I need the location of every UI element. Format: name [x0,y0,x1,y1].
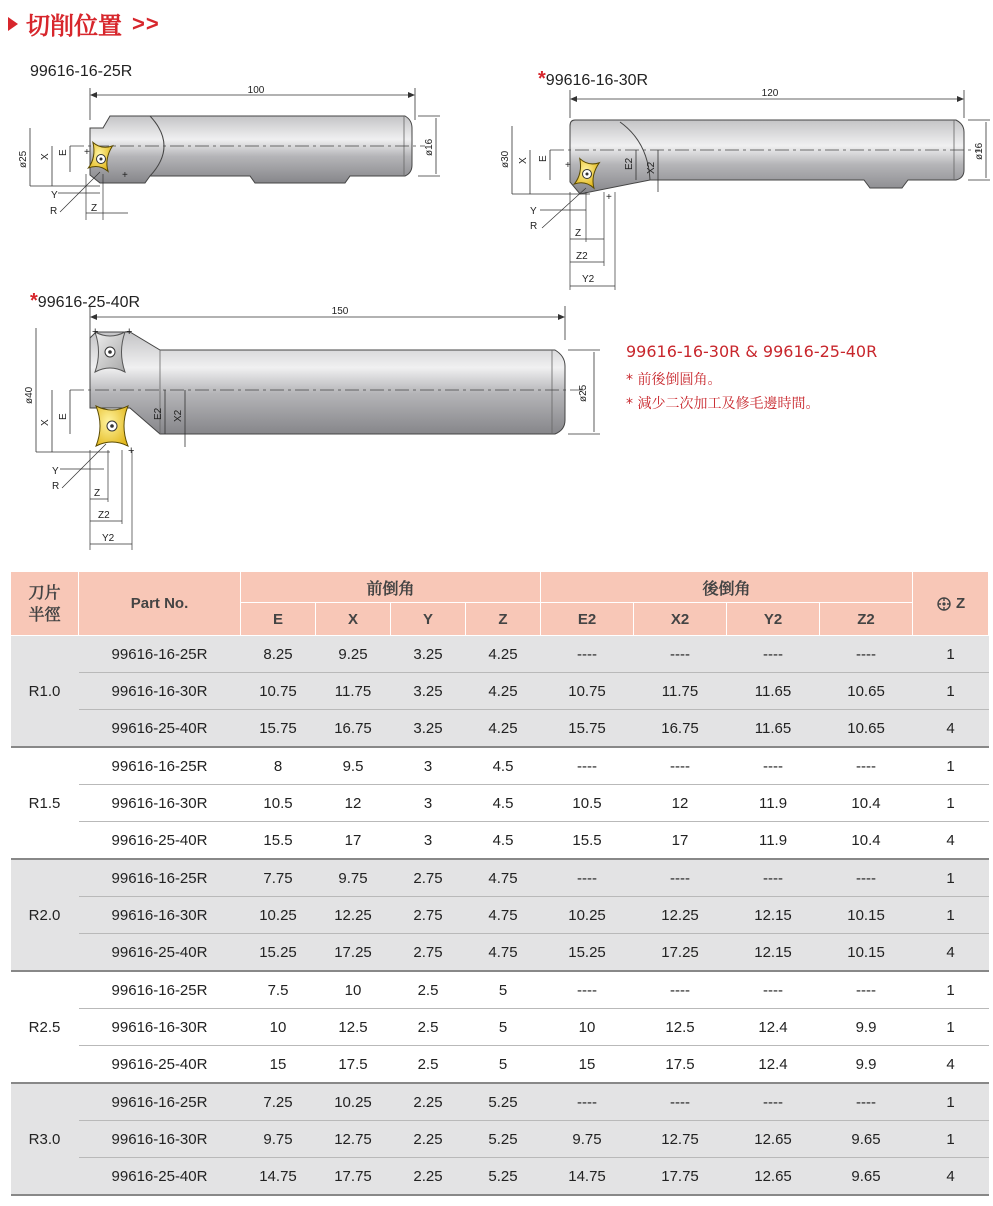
value-cell: 12.15 [727,897,820,934]
value-cell: ---- [727,1083,820,1121]
value-cell: ---- [634,859,727,897]
value-cell: 17.5 [316,1046,391,1084]
table-row [11,822,989,860]
label-x: X [40,419,51,426]
value-cell: 1 [913,747,989,785]
header-front-chamfer: 前倒角 [241,572,541,603]
head-dia-text: ø30 [500,150,511,168]
value-cell: 1 [913,897,989,934]
col-y2: Y2 [727,603,820,636]
header-rear-chamfer: 後倒角 [541,572,913,603]
table-row [11,1009,989,1046]
shank-dia-text: ø16 [974,142,985,160]
section-arrows: >> [132,10,160,36]
value-cell: 2.25 [391,1083,466,1121]
value-cell: 2.25 [391,1158,466,1196]
radius-cell: R1.0 [11,636,79,748]
value-cell: 14.75 [541,1158,634,1196]
plus-mark: + [606,192,612,203]
tool-c-star: * [30,290,38,312]
col-x: X [316,603,391,636]
value-cell: 4.75 [466,897,541,934]
table-row [11,710,989,748]
value-cell: ---- [634,1083,727,1121]
drawing-tool-c [0,302,610,552]
radius-group [11,636,989,748]
radius-cell: R3.0 [11,1083,79,1195]
radius-cell: R2.0 [11,859,79,971]
value-cell: 5 [466,971,541,1009]
arrow-head [570,96,577,102]
value-cell: 2.5 [391,971,466,1009]
value-cell: 17.25 [316,934,391,972]
value-cell: 2.25 [391,1121,466,1158]
value-cell: 2.75 [391,897,466,934]
value-cell: 2.75 [391,934,466,972]
value-cell: 4.5 [466,747,541,785]
radius-group [11,747,989,859]
value-cell: 10.15 [820,934,913,972]
value-cell: 12 [634,785,727,822]
tool-c-name: 99616-25-40R [37,294,141,311]
value-cell: 2.5 [391,1046,466,1084]
head-dia-text: ø25 [18,150,29,168]
value-cell: 1 [913,785,989,822]
value-cell: ---- [727,747,820,785]
value-cell: 1 [913,859,989,897]
value-cell: 4 [913,1046,989,1084]
label-z: Z [91,203,98,214]
table-row [11,673,989,710]
teeth-icon [936,596,952,612]
value-cell: 10 [241,1009,316,1046]
value-cell: 15.25 [241,934,316,972]
label-y2: Y2 [582,274,595,285]
value-cell: 11.75 [634,673,727,710]
value-cell: 12.75 [316,1121,391,1158]
drawing-tool-b [490,82,993,292]
value-cell: 12.75 [634,1121,727,1158]
value-cell: 17.75 [316,1158,391,1196]
value-cell: 4 [913,822,989,860]
value-cell: 9.25 [316,636,391,673]
col-e2: E2 [541,603,634,636]
value-cell: 9.9 [820,1046,913,1084]
label-e2: E2 [153,407,164,420]
tool-body [570,120,964,194]
value-cell: 9.65 [820,1121,913,1158]
value-cell: 4.5 [466,785,541,822]
value-cell: 15.25 [541,934,634,972]
tool-a-label [30,63,132,81]
table-row [11,785,989,822]
value-cell: ---- [727,859,820,897]
section-header [8,6,160,41]
value-cell: 12 [316,785,391,822]
label-x2: X2 [173,409,184,422]
plus-mark: + [126,326,133,338]
value-cell: 10.15 [820,897,913,934]
value-cell: 16.75 [316,710,391,748]
value-cell: 12.65 [727,1158,820,1196]
value-cell: 12.15 [727,934,820,972]
value-cell: 12.5 [316,1009,391,1046]
label-z2: Z2 [98,510,110,521]
value-cell: 1 [913,673,989,710]
note-line-2: * 減少二次加工及修毛邊時間。 [626,396,820,412]
note-line-1: * 前後倒圓角。 [626,372,722,388]
part-no-cell: 99616-16-30R [79,673,241,710]
radius-cell: R1.5 [11,747,79,859]
value-cell: 3 [391,822,466,860]
value-cell: 3.25 [391,710,466,748]
header-teeth: Z [913,572,989,636]
part-no-cell: 99616-16-25R [79,971,241,1009]
label-y: Y [530,206,537,217]
value-cell: 1 [913,1121,989,1158]
value-cell: 7.5 [241,971,316,1009]
label-y: Y [51,190,58,201]
label-x: X [40,153,51,160]
part-no-cell: 99616-16-30R [79,1121,241,1158]
value-cell: 16.75 [634,710,727,748]
header-radius: 刀片 半徑 [11,572,79,636]
cutting-insert-icon [96,406,128,446]
dim-length-text: 120 [761,88,779,99]
part-no-cell: 99616-16-30R [79,785,241,822]
value-cell: 10.65 [820,673,913,710]
value-cell: 10 [316,971,391,1009]
shank-dia-text: ø25 [578,384,589,402]
part-no-cell: 99616-25-40R [79,934,241,972]
part-no-cell: 99616-16-25R [79,636,241,673]
value-cell: 1 [913,1083,989,1121]
plus-mark: + [122,170,128,181]
plus-mark: + [565,160,571,171]
value-cell: ---- [820,1083,913,1121]
value-cell: 4.25 [466,710,541,748]
value-cell: ---- [634,971,727,1009]
radius-cell: R2.5 [11,971,79,1083]
value-cell: 10.75 [541,673,634,710]
arrow-head [408,92,415,98]
cutting-insert-grey-icon [95,332,125,372]
value-cell: 10 [541,1009,634,1046]
label-z2: Z2 [576,251,588,262]
tool-b-star: * [538,68,546,90]
value-cell: 10.75 [241,673,316,710]
value-cell: 4.25 [466,673,541,710]
part-no-cell: 99616-16-30R [79,1009,241,1046]
radius-group [11,1083,989,1195]
value-cell: ---- [727,636,820,673]
value-cell: 15 [541,1046,634,1084]
tool-a-name: 99616-16-25R [30,63,133,80]
value-cell: 15.5 [241,822,316,860]
label-y: Y [52,466,59,477]
value-cell: 8.25 [241,636,316,673]
value-cell: 9.65 [820,1158,913,1196]
value-cell: 2.5 [391,1009,466,1046]
label-e2: E2 [624,157,635,170]
header-part-no: Part No. [79,572,241,636]
label-x2: X2 [646,161,657,174]
part-no-cell: 99616-25-40R [79,1158,241,1196]
value-cell: ---- [541,1083,634,1121]
part-no-cell: 99616-25-40R [79,1046,241,1084]
value-cell: 10.25 [316,1083,391,1121]
leader-r [62,444,106,488]
value-cell: 7.25 [241,1083,316,1121]
value-cell: 10.5 [541,785,634,822]
value-cell: 5 [466,1046,541,1084]
tool-body [90,116,412,183]
arrow-head [90,92,97,98]
value-cell: 3 [391,747,466,785]
col-z2: Z2 [820,603,913,636]
value-cell: 5.25 [466,1083,541,1121]
radius-group [11,971,989,1083]
part-no-cell: 99616-25-40R [79,822,241,860]
value-cell: 4 [913,710,989,748]
value-cell: 17 [634,822,727,860]
label-y2: Y2 [102,533,115,544]
value-cell: ---- [820,747,913,785]
value-cell: 10.25 [541,897,634,934]
value-cell: 15.5 [541,822,634,860]
value-cell: 17.25 [634,934,727,972]
feature-notes [626,342,877,417]
value-cell: 11.65 [727,673,820,710]
table-row [11,1046,989,1084]
col-e: E [241,603,316,636]
value-cell: 10.65 [820,710,913,748]
col-z: Z [466,603,541,636]
value-cell: 10.4 [820,785,913,822]
value-cell: 4.5 [466,822,541,860]
value-cell: 11.9 [727,822,820,860]
value-cell: ---- [820,636,913,673]
cutting-position-table [10,571,989,1196]
value-cell: 10.5 [241,785,316,822]
label-z: Z [575,228,582,239]
table-row [11,636,989,673]
table-row [11,897,989,934]
label-r: R [50,206,58,217]
value-cell: 10.4 [820,822,913,860]
shank-dia-text: ø16 [424,138,435,156]
tool-b-name: 99616-16-30R [545,72,649,89]
label-z: Z [94,488,101,499]
notes-title: 99616-16-30R & 99616-25-40R [626,342,878,361]
value-cell: 9.5 [316,747,391,785]
value-cell: 12.25 [634,897,727,934]
value-cell: ---- [541,636,634,673]
value-cell: ---- [634,747,727,785]
label-r: R [530,221,538,232]
value-cell: 3.25 [391,673,466,710]
label-e: E [58,413,69,420]
value-cell: 8 [241,747,316,785]
value-cell: 11.9 [727,785,820,822]
part-no-cell: 99616-16-25R [79,747,241,785]
value-cell: 2.75 [391,859,466,897]
value-cell: 10.25 [241,897,316,934]
value-cell: 11.65 [727,710,820,748]
col-y: Y [391,603,466,636]
value-cell: 12.5 [634,1009,727,1046]
value-cell: 4.25 [466,636,541,673]
part-no-cell: 99616-25-40R [79,710,241,748]
value-cell: 17 [316,822,391,860]
radius-group [11,859,989,971]
head-dia-text: ø40 [24,386,35,404]
value-cell: 1 [913,1009,989,1046]
value-cell: 12.65 [727,1121,820,1158]
value-cell: 11.75 [316,673,391,710]
arrow-head [957,96,964,102]
value-cell: 3 [391,785,466,822]
value-cell: 4 [913,1158,989,1196]
table-row [11,971,989,1009]
value-cell: 9.75 [541,1121,634,1158]
value-cell: ---- [820,859,913,897]
part-no-cell: 99616-16-25R [79,1083,241,1121]
value-cell: 15.75 [541,710,634,748]
value-cell: 5 [466,1009,541,1046]
value-cell: 12.4 [727,1009,820,1046]
value-cell: 3.25 [391,636,466,673]
table-row [11,1158,989,1196]
part-no-cell: 99616-16-30R [79,897,241,934]
value-cell: 15.75 [241,710,316,748]
value-cell: 12.4 [727,1046,820,1084]
value-cell: 4.75 [466,934,541,972]
value-cell: 7.75 [241,859,316,897]
arrow-head [90,314,97,320]
value-cell: ---- [634,636,727,673]
plus-mark: + [84,147,90,158]
value-cell: 12.25 [316,897,391,934]
triangle-marker-icon [8,17,18,31]
table-row [11,934,989,972]
value-cell: ---- [541,971,634,1009]
table-row [11,1083,989,1121]
label-r: R [52,481,60,492]
value-cell: 1 [913,971,989,1009]
value-cell: 1 [913,636,989,673]
value-cell: ---- [727,971,820,1009]
dim-length-text: 100 [247,85,265,96]
table-row [11,1121,989,1158]
value-cell: 4 [913,934,989,972]
value-cell: 14.75 [241,1158,316,1196]
value-cell: 9.9 [820,1009,913,1046]
value-cell: ---- [541,859,634,897]
arrow-head [558,314,565,320]
value-cell: 17.5 [634,1046,727,1084]
value-cell: 15 [241,1046,316,1084]
plus-mark: + [92,326,99,338]
table-row [11,859,989,897]
value-cell: 9.75 [316,859,391,897]
label-e: E [58,149,69,156]
col-x2: X2 [634,603,727,636]
label-e: E [538,155,549,162]
value-cell: 17.75 [634,1158,727,1196]
part-no-cell: 99616-16-25R [79,859,241,897]
value-cell: ---- [820,971,913,1009]
value-cell: 5.25 [466,1121,541,1158]
label-x: X [518,157,529,164]
dim-length-text: 150 [331,306,349,317]
value-cell: 9.75 [241,1121,316,1158]
value-cell: ---- [541,747,634,785]
drawing-tool-a [0,80,470,230]
value-cell: 4.75 [466,859,541,897]
table-row [11,747,989,785]
plus-mark: + [128,445,135,457]
section-title: 切削位置 [26,12,122,40]
value-cell: 5.25 [466,1158,541,1196]
